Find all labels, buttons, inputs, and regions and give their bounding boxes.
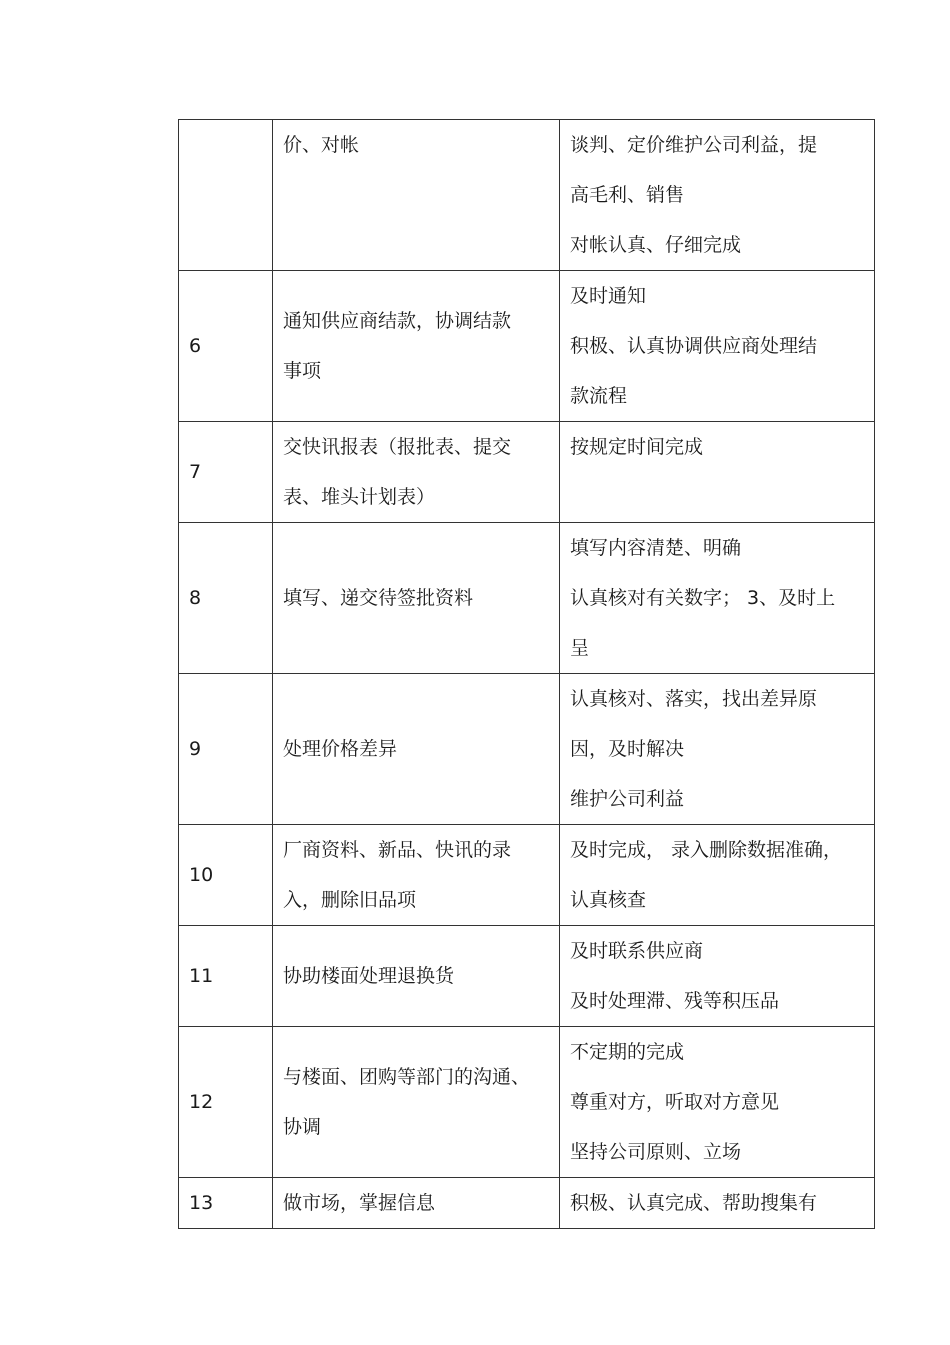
requirement-cell <box>560 926 875 1027</box>
requirement-line: 及时处理滞、残等积压品 <box>570 990 780 1012</box>
task-line: 事项 <box>283 360 322 382</box>
requirement-cell <box>560 271 875 422</box>
row-number: 10 <box>179 825 273 926</box>
task-cell <box>273 926 560 1027</box>
requirement-line: 积极、认真协调供应商处理结 <box>570 335 818 357</box>
requirement-cell <box>560 825 875 926</box>
requirement-line: 积极、认真完成、帮助搜集有 <box>570 1192 818 1214</box>
row-number: 13 <box>179 1178 273 1229</box>
task-line: 交快讯报表（报批表、提交 <box>283 436 512 458</box>
requirement-line: 款流程 <box>570 385 628 407</box>
requirement-cell <box>560 422 875 523</box>
requirement-line: 及时联系供应商 <box>570 940 704 962</box>
table-row <box>179 271 875 422</box>
task-line: 处理价格差异 <box>283 738 398 760</box>
task-cell <box>273 271 560 422</box>
requirement-cell <box>560 1027 875 1178</box>
task-line: 价、对帐 <box>283 134 360 156</box>
requirement-cell <box>560 523 875 674</box>
requirement-line: 认真核对有关数字； 3、及时上 <box>570 587 836 609</box>
row-number: 11 <box>179 926 273 1027</box>
requirement-line: 认真核对、落实，找出差异原 <box>570 688 818 710</box>
requirement-line: 及时通知 <box>570 285 647 307</box>
task-cell <box>273 1178 560 1229</box>
task-line: 协助楼面处理退换货 <box>283 965 455 987</box>
row-number: 7 <box>179 422 273 523</box>
row-number <box>179 120 273 271</box>
requirement-line: 填写内容清楚、明确 <box>570 537 742 559</box>
task-cell <box>273 422 560 523</box>
task-cell <box>273 523 560 674</box>
task-line: 表、堆头计划表） <box>283 486 436 508</box>
row-number: 6 <box>179 271 273 422</box>
requirement-line: 认真核查 <box>570 889 647 911</box>
row-number: 12 <box>179 1027 273 1178</box>
requirement-cell <box>560 674 875 825</box>
requirement-line: 谈判、定价维护公司利益，提 <box>570 134 818 156</box>
requirement-cell <box>560 120 875 271</box>
task-cell <box>273 825 560 926</box>
table-row <box>179 422 875 523</box>
table-row <box>179 1027 875 1178</box>
requirement-line: 按规定时间完成 <box>570 436 704 458</box>
requirement-line: 高毛利、销售 <box>570 184 685 206</box>
table-row <box>179 674 875 825</box>
task-cell <box>273 1027 560 1178</box>
requirement-line: 因，及时解决 <box>570 738 685 760</box>
task-line: 与楼面、团购等部门的沟通、 <box>283 1066 531 1088</box>
requirement-line: 不定期的完成 <box>570 1041 685 1063</box>
requirement-line: 坚持公司原则、立场 <box>570 1141 742 1163</box>
table-row <box>179 825 875 926</box>
requirement-line: 维护公司利益 <box>570 788 685 810</box>
task-cell <box>273 674 560 825</box>
requirement-line: 尊重对方，听取对方意见 <box>570 1091 780 1113</box>
task-line: 厂商资料、新品、快讯的录 <box>283 839 512 861</box>
requirement-cell <box>560 1178 875 1229</box>
task-line: 入，删除旧品项 <box>283 889 417 911</box>
task-line: 协调 <box>283 1116 322 1138</box>
duty-table <box>178 119 875 1229</box>
task-cell <box>273 120 560 271</box>
table-row <box>179 1178 875 1229</box>
requirement-line: 及时完成， 录入删除数据准确， <box>570 839 843 861</box>
table-row <box>179 926 875 1027</box>
table-row <box>179 523 875 674</box>
row-number: 9 <box>179 674 273 825</box>
task-line: 做市场，掌握信息 <box>283 1192 436 1214</box>
row-number: 8 <box>179 523 273 674</box>
requirement-line: 呈 <box>570 637 590 659</box>
requirement-line: 对帐认真、仔细完成 <box>570 234 742 256</box>
task-line: 填写、递交待签批资料 <box>283 587 474 609</box>
task-line: 通知供应商结款，协调结款 <box>283 310 512 332</box>
table-row <box>179 120 875 271</box>
